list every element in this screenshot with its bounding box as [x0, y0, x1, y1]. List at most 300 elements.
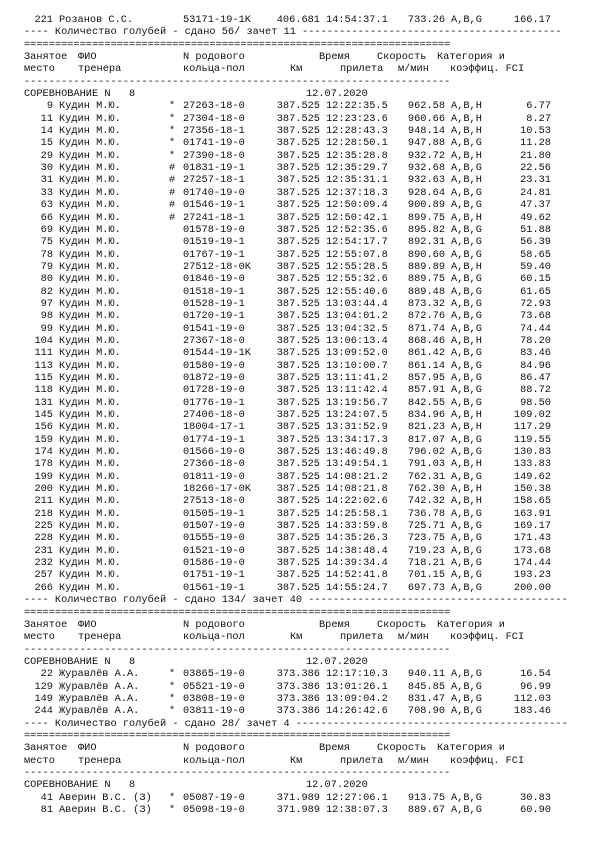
name-cell: Кудин М.Ю. [59, 483, 121, 496]
table-row [24, 100, 600, 112]
place-cell: 199 [34, 470, 53, 483]
category-cell: A,B,G [451, 532, 482, 545]
fci-cell: 166.17 [513, 14, 551, 26]
place-cell: 31 [40, 174, 53, 187]
name-cell: Кудин М.Ю. [59, 495, 121, 508]
header-fio: ФИО [78, 742, 97, 755]
ring-cell: 27241-18-1 [183, 211, 245, 224]
category-cell: A,B,G [451, 285, 482, 298]
header-place: Занятое [24, 51, 68, 64]
category-cell: A,B,H [451, 260, 482, 273]
name-cell: Кудин М.Ю. [59, 223, 121, 236]
header-place: Занятое [24, 742, 68, 755]
ring-cell: 01507-19-0 [183, 520, 245, 533]
place-cell: 174 [34, 446, 53, 459]
category-cell: A,B,G [451, 705, 482, 718]
header-fio-2: тренера [78, 63, 122, 76]
time-cell: 12:54:17.7 [326, 236, 388, 249]
place-cell: 69 [40, 223, 53, 236]
km-cell: 387.525 [276, 384, 320, 397]
km-cell: 387.525 [276, 260, 320, 273]
category-cell: A,B,G [451, 186, 482, 199]
competition-title: СОРЕВНОВАНИЕ N 8 [24, 655, 136, 668]
place-cell: 9 [46, 100, 53, 113]
category-cell: A,B,H [451, 125, 482, 138]
summary-line [24, 718, 600, 730]
time-cell: 14:52:41.8 [326, 569, 388, 582]
speed-cell: 861.14 [407, 359, 445, 372]
header-time-2: прилета [340, 754, 384, 767]
category-cell: A,B,G [451, 273, 482, 286]
km-cell: 387.525 [276, 371, 320, 384]
fci-cell: 11.28 [520, 137, 551, 150]
km-cell: 387.525 [276, 483, 320, 496]
fci-cell: 51.88 [520, 223, 551, 236]
header-km: Км [290, 754, 303, 767]
header-ring: N родового [183, 51, 245, 64]
km-cell: 387.525 [276, 186, 320, 199]
table-row [24, 792, 600, 804]
table-row [24, 335, 600, 347]
mark-cell: * [169, 112, 176, 125]
table-row [24, 137, 600, 149]
fci-cell: 158.65 [513, 495, 551, 508]
ring-cell: 18266-17-0K [183, 483, 251, 496]
competition-date: 12.07.2020 [306, 655, 368, 668]
km-cell: 387.525 [276, 297, 320, 310]
speed-cell: 913.75 [407, 791, 445, 804]
fci-cell: 23.31 [520, 174, 551, 187]
category-cell: A,B,G [451, 359, 482, 372]
fci-cell: 200.00 [513, 581, 551, 594]
speed-cell: 857.95 [407, 371, 445, 384]
place-cell: 75 [40, 236, 53, 249]
fci-cell: 163.91 [513, 507, 551, 520]
name-cell: Кудин М.Ю. [59, 322, 121, 335]
km-cell: 387.525 [276, 273, 320, 286]
competition-title: СОРЕВНОВАНИЕ N 8 [24, 779, 136, 792]
fci-cell: 98.50 [520, 396, 551, 409]
name-cell: Кудин М.Ю. [59, 507, 121, 520]
category-cell: A,B,G [451, 223, 482, 236]
km-cell: 387.525 [276, 544, 320, 557]
category-cell: A,B,H [451, 112, 482, 125]
place-cell: 149 [34, 692, 53, 705]
fci-cell: 193.23 [513, 569, 551, 582]
time-cell: 12:28:43.3 [326, 125, 388, 138]
name-cell: Журавлёв А.А. [59, 692, 140, 705]
km-cell: 387.525 [276, 211, 320, 224]
time-cell: 13:19:56.7 [326, 396, 388, 409]
category-cell: A,B,G [451, 322, 482, 335]
km-cell: 387.525 [276, 532, 320, 545]
category-cell: A,B,G [451, 680, 482, 693]
km-cell: 387.525 [276, 285, 320, 298]
km-cell: 387.525 [276, 236, 320, 249]
speed-cell: 889.89 [407, 260, 445, 273]
name-cell: Кудин М.Ю. [59, 458, 121, 471]
fci-cell: 21.80 [520, 149, 551, 162]
table-row [24, 434, 600, 446]
time-cell: 14:22:02.6 [326, 495, 388, 508]
time-cell: 14:25:58.1 [326, 507, 388, 520]
mark-cell: * [169, 149, 176, 162]
category-cell: A,B,H [451, 174, 482, 187]
place-cell: 41 [40, 791, 53, 804]
table-row [24, 150, 600, 162]
fci-cell: 183.46 [513, 705, 551, 718]
place-cell: 14 [40, 125, 53, 138]
fci-cell: 73.68 [520, 310, 551, 323]
table-row [24, 323, 600, 335]
place-cell: 66 [40, 211, 53, 224]
header-place-2: место [24, 63, 55, 76]
place-cell: 228 [34, 532, 53, 545]
km-cell: 387.525 [276, 446, 320, 459]
place-cell: 97 [40, 297, 53, 310]
header-km: Км [290, 631, 303, 644]
separator-double-text: ===================================================================== [24, 606, 451, 619]
km-cell: 387.525 [276, 421, 320, 434]
header-fio: ФИО [78, 51, 97, 64]
speed-cell: 868.46 [407, 334, 445, 347]
km-cell: 387.525 [276, 495, 320, 508]
table-row [24, 113, 600, 125]
mark-cell: # [169, 186, 176, 199]
table-row [24, 261, 600, 273]
category-cell: A,B,G [451, 199, 482, 212]
table-row [24, 212, 600, 224]
km-cell: 387.525 [276, 409, 320, 421]
time-cell: 14:55:24.7 [326, 581, 388, 594]
name-cell: Кудин М.Ю. [59, 433, 121, 446]
place-cell: 115 [34, 371, 53, 384]
ring-cell: 01505-19-1 [183, 507, 245, 520]
name-cell: Кудин М.Ю. [59, 186, 121, 199]
header-speed: Скорость [377, 618, 427, 631]
header-ring: N родового [183, 742, 245, 755]
header-fio-2: тренера [78, 754, 122, 767]
place-cell: 30 [40, 162, 53, 175]
time-cell: 14:08:21.2 [326, 470, 388, 483]
km-cell: 373.386 [276, 668, 320, 681]
km-cell: 387.525 [276, 557, 320, 570]
speed-cell: 762.30 [407, 483, 445, 496]
name-cell: Аверин В.С. (З) [59, 791, 152, 804]
mark-cell: * [169, 680, 176, 693]
category-cell: A,B,H [451, 100, 482, 113]
table-row [24, 174, 600, 186]
name-cell: Кудин М.Ю. [59, 470, 121, 483]
ring-cell: 01541-19-0 [183, 322, 245, 335]
km-cell: 387.525 [276, 322, 320, 335]
table-row [24, 508, 600, 520]
header-speed-2: м/мин [398, 631, 429, 644]
speed-cell: 834.96 [407, 409, 445, 421]
place-cell: 104 [34, 334, 53, 347]
ring-cell: 27513-18-0 [183, 495, 245, 508]
separator-double-text: ===================================================================== [24, 729, 451, 742]
name-cell: Кудин М.Ю. [59, 384, 121, 397]
table-header-row-2 [24, 631, 600, 643]
ring-cell: 27390-18-0 [183, 149, 245, 162]
km-cell: 387.525 [276, 162, 320, 175]
table-row [24, 298, 600, 310]
table-row [24, 668, 600, 680]
fci-cell: 56.39 [520, 236, 551, 249]
table-row [24, 347, 600, 359]
time-cell: 12:17:10.3 [326, 668, 388, 681]
table-row [24, 681, 600, 693]
fci-cell: 84.96 [520, 359, 551, 372]
fci-cell: 78.20 [520, 334, 551, 347]
ring-cell: 03811-19-0 [183, 705, 245, 718]
ring-cell: 01846-19-0 [183, 273, 245, 286]
fci-cell: 133.83 [513, 458, 551, 471]
separator-dash [24, 644, 600, 656]
place-cell: 118 [34, 384, 53, 397]
table-row [24, 273, 600, 285]
place-cell: 266 [34, 581, 53, 594]
mark-cell: * [169, 692, 176, 705]
fci-cell: 109.02 [513, 409, 551, 421]
place-cell: 11 [40, 112, 53, 125]
speed-cell: 892.31 [407, 236, 445, 249]
header-ring: N родового [183, 618, 245, 631]
fci-cell: 16.54 [520, 668, 551, 681]
header-speed-2: м/мин [398, 63, 429, 76]
table-row [24, 310, 600, 322]
speed-cell: 723.75 [407, 532, 445, 545]
fci-cell: 86.47 [520, 371, 551, 384]
fci-cell: 24.81 [520, 186, 551, 199]
fci-cell: 150.38 [513, 483, 551, 496]
competition-title-row [24, 779, 600, 791]
category-cell: A,B,G [451, 433, 482, 446]
place-cell: 82 [40, 285, 53, 298]
category-cell: A,B,G [451, 668, 482, 681]
km-cell: 387.525 [276, 581, 320, 594]
speed-cell: 948.14 [407, 125, 445, 138]
separator-double [24, 607, 600, 619]
speed-cell: 791.03 [407, 458, 445, 471]
category-cell: A,B,G [451, 248, 482, 261]
table-row [24, 409, 600, 421]
fci-cell: 30.83 [520, 791, 551, 804]
time-cell: 13:01:26.1 [326, 680, 388, 693]
fci-cell: 88.72 [520, 384, 551, 397]
km-cell: 387.525 [276, 433, 320, 446]
speed-cell: 871.74 [407, 322, 445, 335]
time-cell: 12:52:35.6 [326, 223, 388, 236]
category-cell: A,B,H [451, 409, 482, 421]
table-row [24, 224, 600, 236]
header-place-2: место [24, 631, 55, 644]
place-cell: 156 [34, 421, 53, 434]
place-cell: 22 [40, 668, 53, 681]
fci-cell: 8.27 [526, 112, 551, 125]
separator-double-text: ===================================================================== [24, 38, 451, 51]
fci-cell: 173.68 [513, 544, 551, 557]
fci-cell: 72.93 [520, 297, 551, 310]
category-cell: A,B,G [451, 310, 482, 323]
table-row [24, 569, 600, 581]
speed-cell: 889.67 [407, 804, 445, 816]
km-cell: 387.525 [276, 125, 320, 138]
km-cell: 387.525 [276, 334, 320, 347]
fci-cell: 59.40 [520, 260, 551, 273]
time-cell: 13:11:42.4 [326, 384, 388, 397]
mark-cell: * [169, 705, 176, 718]
ring-cell: 01831-19-1 [183, 162, 245, 175]
header-km: Км [290, 63, 303, 76]
place-cell: 231 [34, 544, 53, 557]
ring-cell: 05098-19-0 [183, 804, 245, 816]
table-header-row-1 [24, 619, 600, 631]
place-cell: 99 [40, 322, 53, 335]
header-ring-2: кольца-пол [183, 631, 245, 644]
category-cell: A,B,H [451, 334, 482, 347]
fci-cell: 130.83 [513, 446, 551, 459]
ring-cell: 53171-19-1K [183, 14, 251, 26]
category-cell: A,B,H [451, 483, 482, 496]
km-cell: 387.525 [276, 137, 320, 150]
speed-cell: 736.78 [407, 507, 445, 520]
speed-cell: 861.42 [407, 347, 445, 360]
competition-date: 12.07.2020 [306, 88, 368, 101]
km-cell: 373.386 [276, 680, 320, 693]
speed-cell: 762.31 [407, 470, 445, 483]
km-cell: 406.681 [276, 14, 320, 26]
table-row [24, 199, 600, 211]
km-cell: 371.989 [276, 791, 320, 804]
fci-cell: 174.44 [513, 557, 551, 570]
time-cell: 13:04:32.5 [326, 322, 388, 335]
table-row [24, 187, 600, 199]
name-cell: Журавлёв А.А. [59, 680, 140, 693]
speed-cell: 872.76 [407, 310, 445, 323]
km-cell: 387.525 [276, 310, 320, 323]
ring-cell: 27257-18-1 [183, 174, 245, 187]
table-header-row-2 [24, 755, 600, 767]
header-ring-2: кольца-пол [183, 754, 245, 767]
table-row [24, 532, 600, 544]
place-cell: 15 [40, 137, 53, 150]
header-place-2: место [24, 754, 55, 767]
name-cell: Кудин М.Ю. [59, 310, 121, 323]
name-cell: Кудин М.Ю. [59, 569, 121, 582]
ring-cell: 01720-19-1 [183, 310, 245, 323]
name-cell: Кудин М.Ю. [59, 125, 121, 138]
header-speed: Скорость [377, 51, 427, 64]
km-cell: 371.989 [276, 804, 320, 816]
name-cell: Кудин М.Ю. [59, 162, 121, 175]
time-cell: 13:49:54.1 [326, 458, 388, 471]
speed-cell: 889.75 [407, 273, 445, 286]
time-cell: 13:04:01.2 [326, 310, 388, 323]
separator-double [24, 730, 600, 742]
km-cell: 387.525 [276, 359, 320, 372]
category-cell: A,B,G [451, 297, 482, 310]
competition-title-row [24, 656, 600, 668]
place-cell: 218 [34, 507, 53, 520]
speed-cell: 932.63 [407, 174, 445, 187]
table-header-row-1 [24, 742, 600, 754]
time-cell: 13:06:13.4 [326, 334, 388, 347]
fci-cell: 58.65 [520, 248, 551, 261]
table-row [24, 249, 600, 261]
km-cell: 387.525 [276, 100, 320, 113]
speed-cell: 725.71 [407, 520, 445, 533]
name-cell: Кудин М.Ю. [59, 359, 121, 372]
speed-cell: 940.11 [407, 668, 445, 681]
name-cell: Журавлёв А.А. [59, 668, 140, 681]
header-fio-2: тренера [78, 631, 122, 644]
table-row [24, 458, 600, 470]
category-cell: A,B,G [451, 371, 482, 384]
name-cell: Кудин М.Ю. [59, 544, 121, 557]
header-fio: ФИО [78, 618, 97, 631]
table-row [24, 804, 600, 816]
separator-dash [24, 767, 600, 779]
time-cell: 12:35:28.8 [326, 149, 388, 162]
mark-cell: * [169, 125, 176, 138]
table-row [24, 360, 600, 372]
fci-cell: 169.17 [513, 520, 551, 533]
time-cell: 13:34:17.3 [326, 433, 388, 446]
fci-cell: 149.62 [513, 470, 551, 483]
place-cell: 98 [40, 310, 53, 323]
category-cell: A,B,G [451, 791, 482, 804]
category-cell: A,B,G [451, 520, 482, 533]
header-category: Категория и [437, 742, 505, 755]
speed-cell: 873.32 [407, 297, 445, 310]
ring-cell: 01872-19-0 [183, 371, 245, 384]
ring-cell: 27406-18-0 [183, 409, 245, 421]
competition-date: 12.07.2020 [306, 779, 368, 792]
place-cell: 63 [40, 199, 53, 212]
header-category-2: коэффиц. FCI [450, 63, 525, 76]
ring-cell: 01774-19-1 [183, 433, 245, 446]
km-cell: 387.525 [276, 569, 320, 582]
place-cell: 129 [34, 680, 53, 693]
table-row [24, 483, 600, 495]
fci-cell: 6.77 [526, 100, 551, 113]
speed-cell: 742.32 [407, 495, 445, 508]
fci-cell: 117.29 [513, 421, 551, 434]
name-cell: Кудин М.Ю. [59, 236, 121, 249]
speed-cell: 962.58 [407, 100, 445, 113]
fci-cell: 119.55 [513, 433, 551, 446]
separator-dash-text: --------------------------------------------------------------------- [24, 643, 451, 656]
header-category: Категория и [437, 51, 505, 64]
place-cell: 78 [40, 248, 53, 261]
fci-cell: 171.43 [513, 532, 551, 545]
time-cell: 12:23:23.6 [326, 112, 388, 125]
table-row [24, 236, 600, 248]
name-cell: Розанов С.С. [59, 14, 134, 26]
place-cell: 225 [34, 520, 53, 533]
speed-cell: 928.64 [407, 186, 445, 199]
ring-cell: 01767-19-1 [183, 248, 245, 261]
category-cell: A,B,H [451, 495, 482, 508]
category-cell: A,B,G [451, 14, 482, 26]
time-cell: 14:08:21.8 [326, 483, 388, 496]
summary-line-text: ---- Количество голубей - сдано 28/ зачет 4 -------------------------------------------- [24, 717, 568, 730]
place-cell: 200 [34, 483, 53, 496]
name-cell: Кудин М.Ю. [59, 409, 121, 421]
fci-cell: 60.15 [520, 273, 551, 286]
